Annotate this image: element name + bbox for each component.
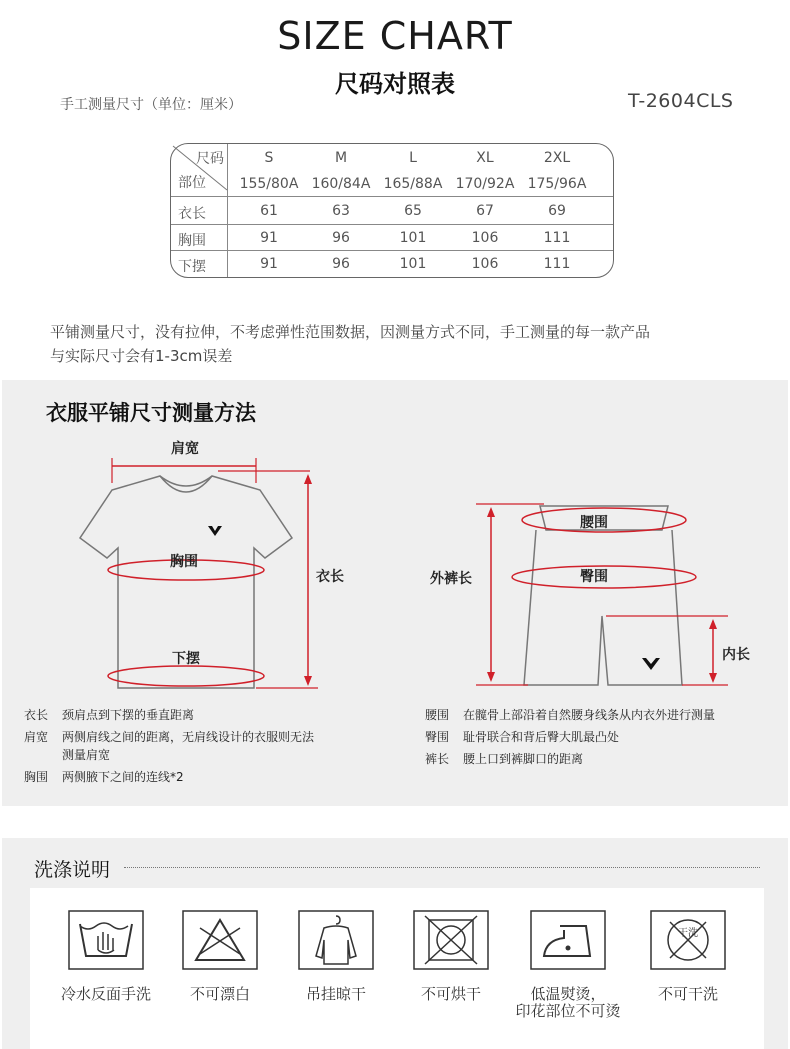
- tshirt-diagram: [60, 438, 360, 698]
- table-cell: 111: [543, 230, 571, 246]
- desc-row: [24, 706, 384, 724]
- desc-value-continued: 测量肩宽: [62, 748, 111, 762]
- desc-row: [425, 706, 785, 724]
- shorts-measure-descriptions: [425, 706, 785, 768]
- inseam-label: 内长: [722, 647, 750, 663]
- row-label-length: 衣长: [178, 206, 206, 222]
- size-header-xl: XL: [476, 150, 494, 166]
- chest-label: 胸围: [170, 554, 198, 570]
- desc-value: 两侧肩线之间的距离，无肩线设计的衣服则无法: [62, 730, 315, 744]
- hem-label: 下摆: [172, 651, 200, 667]
- desc-value: 两侧腋下之间的连线*2: [62, 770, 184, 784]
- hand-wash-icon: [68, 910, 144, 970]
- table-divider: [171, 224, 613, 225]
- row-label-hem: 下摆: [178, 259, 206, 275]
- unit-note: 手工测量尺寸（单位：厘米）: [60, 97, 242, 113]
- table-cell: 65: [404, 203, 422, 219]
- page-title: SIZE CHART: [277, 14, 513, 58]
- desc-row: [24, 768, 384, 786]
- corner-part-label: 部位: [178, 175, 206, 191]
- desc-key: 胸围: [24, 770, 49, 784]
- care-label-hand-wash: 冷水反面手洗: [60, 985, 151, 1003]
- page-subtitle: 尺码对照表: [335, 70, 455, 98]
- table-cell: 101: [399, 230, 427, 246]
- spec-s: 155/80A: [239, 176, 299, 192]
- desc-value: 颈肩点到下摆的垂直距离: [62, 708, 195, 722]
- desc-row: [24, 728, 384, 746]
- wash-section-title: 洗涤说明: [34, 859, 111, 881]
- desc-key: 腰围: [425, 708, 450, 722]
- desc-value: 腰上口到裤脚口的距离: [463, 752, 584, 766]
- length-label: 衣长: [316, 569, 344, 585]
- spec-2xl: 175/96A: [527, 176, 587, 192]
- table-cell: 101: [399, 256, 427, 272]
- model-number: T-2604CLS: [628, 90, 734, 112]
- no-dry-clean-icon-text: 干洗: [678, 928, 698, 939]
- care-label-low-iron: 低温熨烫，: [530, 985, 606, 1003]
- size-header-m: M: [334, 150, 348, 166]
- care-label-no-bleach: 不可漂白: [189, 985, 250, 1003]
- size-header-s: S: [264, 150, 274, 166]
- table-cell: 96: [332, 230, 350, 246]
- care-label-hang-dry: 吊挂晾干: [305, 985, 366, 1003]
- note-line-2: 与实际尺寸会有1-3cm误差: [50, 347, 233, 365]
- low-iron-icon: [530, 910, 606, 970]
- table-cell: 96: [332, 256, 350, 272]
- table-cell: 106: [471, 230, 499, 246]
- corner-size-label: 尺码: [196, 151, 224, 167]
- care-label-no-tumble-dry: 不可烘干: [420, 985, 481, 1003]
- shoulder-label: 肩宽: [171, 441, 199, 457]
- no-tumble-dry-icon: [413, 910, 489, 970]
- title-dotted-rule: [124, 867, 760, 868]
- waist-label: 腰围: [580, 515, 608, 531]
- spec-l: 165/88A: [383, 176, 443, 192]
- hang-dry-icon: [298, 910, 374, 970]
- desc-key: 肩宽: [24, 730, 49, 744]
- care-label-low-iron-line2: 印花部位不可烫: [515, 1002, 621, 1020]
- size-header-l: L: [409, 150, 417, 166]
- no-dry-clean-icon: [650, 910, 726, 970]
- hip-label: 臀围: [580, 569, 608, 585]
- table-cell: 91: [260, 230, 278, 246]
- no-bleach-icon: [182, 910, 258, 970]
- table-divider: [171, 250, 613, 251]
- outseam-label: 外裤长: [430, 571, 472, 587]
- table-cell: 61: [260, 203, 278, 219]
- desc-value: 在髋骨上部沿着自然腰身线条从内衣外进行测量: [463, 708, 716, 722]
- desc-row: [425, 750, 785, 768]
- table-cell: 106: [471, 256, 499, 272]
- table-divider: [171, 196, 613, 197]
- desc-key: 臀围: [425, 730, 450, 744]
- desc-key: 裤长: [425, 752, 450, 766]
- note-line-1: 平铺测量尺寸，没有拉伸，不考虑弹性范围数据，因测量方式不同，手工测量的每一款产品: [50, 323, 651, 341]
- desc-row: [425, 728, 785, 746]
- shirt-measure-descriptions: [24, 706, 384, 786]
- measure-section-title: 衣服平铺尺寸测量方法: [46, 401, 256, 425]
- table-column-divider: [227, 144, 228, 277]
- table-cell: 63: [332, 203, 350, 219]
- size-header-2xl: 2XL: [543, 150, 571, 166]
- table-cell: 111: [543, 256, 571, 272]
- spec-m: 160/84A: [311, 176, 371, 192]
- care-label-no-dry-clean: 不可干洗: [657, 985, 718, 1003]
- spec-xl: 170/92A: [455, 176, 515, 192]
- table-cell: 67: [476, 203, 494, 219]
- table-cell: 91: [260, 256, 278, 272]
- desc-value: 耻骨联合和背后臀大肌最凸处: [463, 730, 620, 744]
- measurement-note: [50, 320, 750, 368]
- size-table: [170, 143, 614, 278]
- row-label-chest: 胸围: [178, 233, 206, 249]
- table-cell: 69: [548, 203, 566, 219]
- desc-key: 衣长: [24, 708, 49, 722]
